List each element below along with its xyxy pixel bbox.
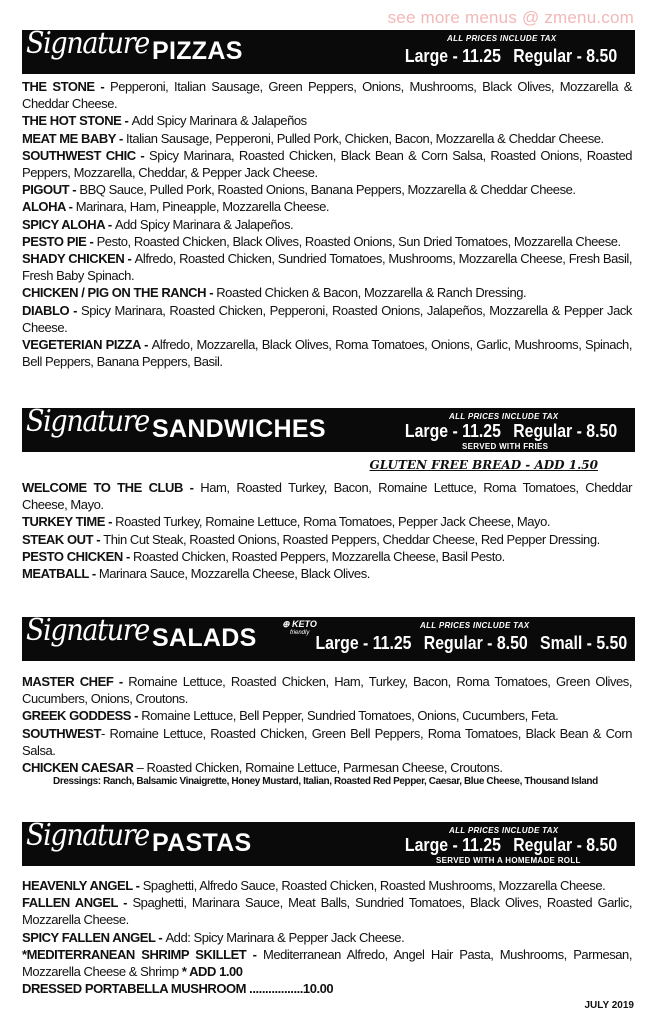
item-description: – Roasted Chicken, Romaine Lettuce, Parmesan Cheese, Croutons. bbox=[136, 760, 503, 776]
item-name: MEATBALL - bbox=[22, 566, 99, 582]
price-large: Large - 11.25 bbox=[315, 633, 412, 653]
item-description: Marinara, Ham, Pineapple, Mozzarella Cheese. bbox=[75, 199, 330, 215]
menu-item bbox=[22, 513, 632, 530]
served-note: SERVED WITH A HOMEMADE ROLL bbox=[436, 856, 581, 865]
item-description: - Romaine Lettuce, Roasted Chicken, Green Bell Peppers, Roma Tomatoes, Black Bean & Corn Salsa. bbox=[22, 725, 632, 758]
item-name: FALLEN ANGEL - bbox=[22, 895, 133, 911]
item-description: Alfredo, Roasted Chicken, Sundried Tomatoes, Mushrooms, Mozzarella Cheese, Fresh Basil, Fresh Baby Spinach. bbox=[22, 251, 632, 284]
item-name: VEGETERIAN PIZZA - bbox=[22, 337, 152, 353]
served-note: SERVED WITH FRIES bbox=[462, 442, 549, 451]
item-description: Mediterranean Alfredo, Angel Hair Pasta, Mushrooms, Parmesan, Mozzarella Cheese & Shrimp bbox=[22, 946, 633, 980]
item-description: Spaghetti, Marinara Sauce, Meat Balls, Sundried Tomatoes, Black Olives, Roasted Garlic, Mozzarella Cheese. bbox=[22, 895, 632, 928]
item-name: PESTO PIE - bbox=[22, 233, 97, 249]
menu-item bbox=[22, 531, 632, 548]
section-title: SALADS bbox=[152, 624, 257, 652]
item-description: Ham, Roasted Turkey, Bacon, Romaine Lettuce, Roma Tomatoes, Cheddar Cheese, Mayo. bbox=[22, 480, 633, 513]
item-name: PIGOUT - bbox=[22, 182, 80, 198]
item-name: *MEDITERRANEAN SHRIMP SKILLET - bbox=[22, 946, 263, 962]
price-regular: Regular - 8.50 bbox=[513, 46, 617, 66]
salad-list bbox=[22, 673, 632, 776]
price-list bbox=[303, 633, 627, 654]
item-name: WELCOME TO THE CLUB - bbox=[22, 480, 201, 495]
menu-item bbox=[22, 479, 632, 513]
tax-note: ALL PRICES INCLUDE TAX bbox=[447, 34, 557, 43]
signature-logo: Signature bbox=[26, 26, 149, 61]
price-large: Large - 11.25 bbox=[404, 835, 501, 855]
menu-date: JULY 2019 bbox=[584, 1000, 634, 1011]
item-description: Roasted Chicken & Bacon, Mozzarella & Ranch Dressing. bbox=[216, 285, 527, 301]
gluten-free-note: GLUTEN FREE BREAD - ADD 1.50 bbox=[369, 458, 598, 472]
item-description: Alfredo, Mozzarella, Black Olives, Roma Tomatoes, Onions, Garlic, Mushrooms, Spinach, Bell Peppers, Banana Peppers, Basil. bbox=[22, 337, 632, 370]
tax-note: ALL PRICES INCLUDE TAX bbox=[420, 621, 530, 630]
item-name: CHICKEN / PIG ON THE RANCH - bbox=[22, 285, 217, 301]
watermark: see more menus @ zmenu.com bbox=[387, 8, 634, 27]
price-large: Large - 11.25 bbox=[404, 421, 501, 441]
item-description: Marinara Sauce, Mozzarella Cheese, Black Olives. bbox=[98, 566, 370, 582]
item-name: DRESSED PORTABELLA MUSHROOM .................10.00 bbox=[22, 981, 334, 997]
item-name: MASTER CHEF - bbox=[22, 674, 129, 689]
menu-item bbox=[22, 216, 632, 233]
item-description: Pepperoni, Italian Sausage, Green Peppers, Onions, Mushrooms, Black Olives, Mozzarella & Cheddar Cheese. bbox=[22, 79, 632, 112]
pizza-list bbox=[22, 78, 632, 370]
item-name: TURKEY TIME - bbox=[22, 514, 116, 530]
pasta-list bbox=[22, 877, 632, 997]
item-description: BBQ Sauce, Pulled Pork, Roasted Onions, Banana Peppers, Mozzarella & Cheddar Cheese. bbox=[79, 182, 576, 198]
price-regular: Regular - 8.50 bbox=[513, 835, 617, 855]
tax-note: ALL PRICES INCLUDE TAX bbox=[449, 412, 559, 421]
menu-item bbox=[22, 284, 632, 301]
item-name: SPICY FALLEN ANGEL - bbox=[22, 929, 166, 945]
menu-item bbox=[22, 725, 632, 759]
item-name: DIABLO - bbox=[22, 302, 81, 318]
menu-item bbox=[22, 147, 632, 181]
price-list bbox=[392, 421, 617, 442]
menu-item bbox=[22, 894, 632, 928]
menu-item bbox=[22, 250, 632, 284]
item-name: THE HOT STONE - bbox=[22, 113, 132, 129]
menu-item bbox=[22, 336, 632, 370]
item-upcharge: * ADD 1.00 bbox=[181, 964, 243, 980]
item-name: SPICY ALOHA - bbox=[22, 216, 115, 232]
item-name: SHADY CHICKEN - bbox=[22, 251, 135, 267]
item-description: Romaine Lettuce, Bell Pepper, Sundried Tomatoes, Onions, Cucumbers, Feta. bbox=[141, 708, 559, 724]
item-name: ALOHA - bbox=[22, 199, 76, 215]
menu-item bbox=[22, 233, 632, 250]
price-large: Large - 11.25 bbox=[404, 46, 501, 66]
item-name: SOUTHWEST bbox=[22, 725, 102, 741]
price-list bbox=[392, 46, 617, 67]
pastas-banner bbox=[22, 818, 635, 866]
item-name: THE STONE - bbox=[22, 79, 110, 94]
item-name: SOUTHWEST CHIC - bbox=[22, 147, 150, 163]
menu-item bbox=[22, 759, 632, 776]
salads-banner bbox=[22, 613, 635, 661]
item-description: Roasted Chicken, Roasted Peppers, Mozzarella Cheese, Basil Pesto. bbox=[133, 548, 505, 564]
menu-item bbox=[22, 877, 632, 894]
menu-item bbox=[22, 181, 632, 198]
price-small: Small - 5.50 bbox=[539, 633, 627, 653]
item-name: CHICKEN CAESAR bbox=[22, 760, 137, 776]
menu-item bbox=[22, 78, 632, 112]
menu-item bbox=[22, 980, 632, 997]
section-title: SANDWICHES bbox=[152, 415, 326, 443]
item-name: PESTO CHICKEN - bbox=[22, 548, 134, 564]
tax-note: ALL PRICES INCLUDE TAX bbox=[449, 826, 559, 835]
section-title: PASTAS bbox=[152, 829, 252, 857]
menu-item bbox=[22, 302, 632, 336]
item-description: Add Spicy Marinara & Jalapeños bbox=[131, 113, 307, 129]
item-description: Thin Cut Steak, Roasted Onions, Roasted Peppers, Cheddar Cheese, Red Pepper Dressing. bbox=[103, 531, 600, 547]
item-description: Spicy Marinara, Roasted Chicken, Black Bean & Corn Salsa, Roasted Onions, Roasted Peppers, Mozzarella, Cheddar, & Pepper Jack Cheese. bbox=[22, 147, 633, 181]
item-description: Roasted Turkey, Romaine Lettuce, Roma Tomatoes, Pepper Jack Cheese, Mayo. bbox=[115, 514, 551, 530]
keto-badge: ⊕ KETO friendly bbox=[282, 619, 317, 636]
item-description: Italian Sausage, Pepperoni, Pulled Pork, Chicken, Bacon, Mozzarella & Cheddar Cheese. bbox=[126, 130, 604, 146]
menu-item bbox=[22, 929, 632, 946]
menu-item bbox=[22, 130, 632, 147]
sandwich-list bbox=[22, 479, 632, 582]
item-description: Spaghetti, Alfredo Sauce, Roasted Chicken, Roasted Mushrooms, Mozzarella Cheese. bbox=[142, 878, 606, 893]
menu-item bbox=[22, 112, 632, 129]
menu-item bbox=[22, 548, 632, 565]
item-description: Spicy Marinara, Roasted Chicken, Pepperoni, Roasted Onions, Jalapeños, Mozzarella & Pepper Jack Cheese. bbox=[22, 302, 632, 335]
item-description: Romaine Lettuce, Roasted Chicken, Ham, Turkey, Bacon, Roma Tomatoes, Green Olives, Cucumbers, Onions, Croutons. bbox=[22, 674, 632, 707]
item-description: Add Spicy Marinara & Jalapeños. bbox=[114, 216, 294, 232]
price-regular: Regular - 8.50 bbox=[513, 421, 617, 441]
menu-item bbox=[22, 707, 632, 724]
section-title: PIZZAS bbox=[152, 37, 243, 65]
price-regular: Regular - 8.50 bbox=[423, 633, 528, 653]
item-description: Add: Spicy Marinara & Pepper Jack Cheese. bbox=[165, 929, 405, 945]
pizzas-banner bbox=[22, 26, 635, 74]
item-name: HEAVENLY ANGEL - bbox=[22, 878, 143, 893]
signature-logo: Signature bbox=[26, 818, 149, 853]
dressings-list: Dressings: Ranch, Balsamic Vinaigrette, Honey Mustard, Italian, Roasted Red Pepper, Caesar, Blue Cheese, Thousand Island bbox=[53, 776, 598, 787]
menu-item bbox=[22, 673, 632, 707]
menu-item bbox=[22, 198, 632, 215]
item-name: STEAK OUT - bbox=[22, 531, 104, 547]
item-name: GREEK GODDESS - bbox=[22, 708, 142, 724]
menu-item bbox=[22, 946, 632, 980]
sandwiches-banner bbox=[22, 404, 635, 452]
item-name: MEAT ME BABY - bbox=[22, 130, 126, 146]
item-description: Pesto, Roasted Chicken, Black Olives, Roasted Onions, Sun Dried Tomatoes, Mozzarella Cheese. bbox=[96, 233, 621, 249]
signature-logo: Signature bbox=[26, 613, 149, 648]
price-list bbox=[392, 835, 617, 856]
signature-logo: Signature bbox=[26, 404, 149, 439]
menu-item bbox=[22, 565, 632, 582]
